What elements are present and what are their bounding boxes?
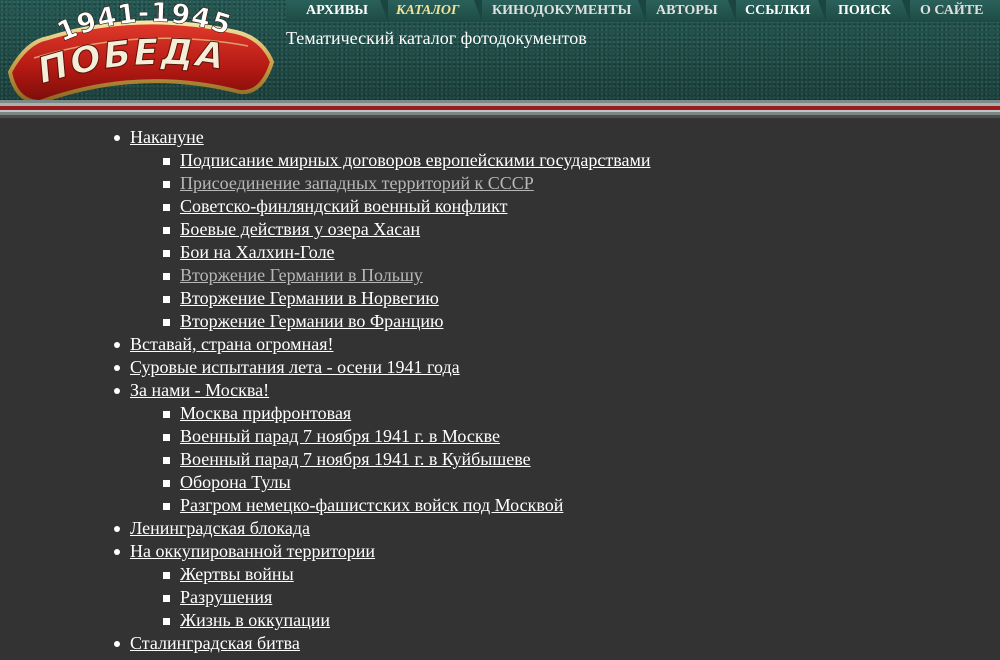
disc-bullet-icon	[114, 388, 120, 394]
nav-separator	[638, 0, 646, 22]
square-bullet-icon	[163, 434, 170, 441]
subsection-link[interactable]: Боевые действия у озера Хасан	[180, 219, 421, 239]
square-bullet-icon	[163, 273, 170, 280]
disc-bullet-icon	[114, 365, 120, 371]
list-item	[162, 264, 1000, 287]
subsection-link[interactable]: Разгром немецко-фашистских войск под Москвой	[180, 495, 564, 515]
nav-tab-films[interactable]: КИНОДОКУМЕНТЫ	[492, 3, 632, 18]
list-item	[162, 494, 1000, 517]
list-item	[162, 172, 1000, 195]
subsection-link[interactable]: Оборона Тулы	[180, 472, 291, 492]
disc-bullet-icon	[114, 526, 120, 532]
catalog-list	[0, 126, 1000, 655]
square-bullet-icon	[163, 158, 170, 165]
subsection-link[interactable]: Бои на Халхин-Голе	[180, 242, 335, 262]
section-link[interactable]: Сталинградская битва	[130, 633, 300, 653]
nav-tab-links[interactable]: ССЫЛКИ	[745, 3, 811, 18]
section-link[interactable]: Суровые испытания лета - осени 1941 года	[130, 357, 460, 377]
nav-tab-search[interactable]: ПОИСК	[838, 3, 891, 18]
catalog-section	[112, 356, 1000, 379]
list-item	[162, 287, 1000, 310]
list-item	[162, 149, 1000, 172]
section-link[interactable]: За нами - Москва!	[130, 380, 270, 400]
square-bullet-icon	[163, 480, 170, 487]
nav-tab-about[interactable]: О САЙТЕ	[920, 3, 984, 18]
subsection-link[interactable]: Москва прифронтовая	[180, 403, 352, 423]
list-item	[162, 448, 1000, 471]
list-item	[162, 425, 1000, 448]
square-bullet-icon	[163, 618, 170, 625]
subsection-list	[130, 149, 1000, 333]
nav-tab-authors[interactable]: АВТОРЫ	[656, 3, 718, 18]
main-nav	[286, 0, 1000, 22]
list-item	[162, 471, 1000, 494]
square-bullet-icon	[163, 227, 170, 234]
list-item	[162, 310, 1000, 333]
catalog-tree	[0, 126, 1000, 655]
disc-bullet-icon	[114, 135, 120, 141]
subsection-link[interactable]: Присоединение западных территорий к СССР	[180, 173, 534, 193]
logo-word: ПОБЕДА	[33, 31, 229, 93]
subsection-link[interactable]: Разрушения	[180, 587, 273, 607]
nav-separator	[474, 0, 482, 22]
subsection-link[interactable]: Жизнь в оккупации	[180, 610, 330, 630]
subsection-link[interactable]: Вторжение Германии во Францию	[180, 311, 444, 331]
disc-bullet-icon	[114, 641, 120, 647]
subsection-link[interactable]: Военный парад 7 ноября 1941 г. в Куйбышеве	[180, 449, 531, 469]
subsection-link[interactable]: Подписание мирных договоров европейскими государствами	[180, 150, 651, 170]
square-bullet-icon	[163, 250, 170, 257]
section-link[interactable]: На оккупированной территории	[130, 541, 376, 561]
disc-bullet-icon	[114, 342, 120, 348]
disc-bullet-icon	[114, 549, 120, 555]
nav-separator	[818, 0, 826, 22]
site-header	[0, 0, 1000, 100]
list-item	[162, 563, 1000, 586]
subsection-list	[130, 563, 1000, 632]
subsection-link[interactable]: Жертвы войны	[180, 564, 294, 584]
list-item	[162, 218, 1000, 241]
subsection-link[interactable]: Вторжение Германии в Польшу	[180, 265, 423, 285]
list-item	[162, 402, 1000, 425]
square-bullet-icon	[163, 181, 170, 188]
square-bullet-icon	[163, 204, 170, 211]
logo-years: 1941-1945	[52, 2, 236, 49]
list-item	[162, 241, 1000, 264]
square-bullet-icon	[163, 572, 170, 579]
section-link[interactable]: Вставай, страна огромная!	[130, 334, 334, 354]
subsection-list	[130, 402, 1000, 517]
nav-separator	[728, 0, 736, 22]
catalog-section	[112, 540, 1000, 632]
square-bullet-icon	[163, 595, 170, 602]
list-item	[162, 195, 1000, 218]
nav-separator	[902, 0, 910, 22]
pobeda-logo[interactable]	[4, 2, 276, 100]
catalog-section	[112, 333, 1000, 356]
section-link[interactable]: Ленинградская блокада	[130, 518, 311, 538]
nav-tab-archives[interactable]: АРХИВЫ	[306, 3, 369, 18]
square-bullet-icon	[163, 296, 170, 303]
subsection-link[interactable]: Советско-финляндский военный конфликт	[180, 196, 508, 216]
square-bullet-icon	[163, 457, 170, 464]
header-divider	[0, 100, 1000, 118]
subsection-link[interactable]: Военный парад 7 ноября 1941 г. в Москве	[180, 426, 500, 446]
nav-separator	[380, 0, 388, 22]
square-bullet-icon	[163, 319, 170, 326]
subsection-link[interactable]: Вторжение Германии в Норвегию	[180, 288, 439, 308]
catalog-section	[112, 517, 1000, 540]
catalog-section	[112, 379, 1000, 517]
catalog-section	[112, 126, 1000, 333]
list-item	[162, 586, 1000, 609]
list-item	[162, 609, 1000, 632]
page-subtitle: Тематический каталог фотодокументов	[286, 28, 587, 48]
catalog-section	[112, 632, 1000, 655]
square-bullet-icon	[163, 503, 170, 510]
nav-tab-catalog[interactable]: КАТАЛОГ	[396, 3, 460, 18]
square-bullet-icon	[163, 411, 170, 418]
section-link-nakanune[interactable]: Накануне	[130, 127, 204, 147]
